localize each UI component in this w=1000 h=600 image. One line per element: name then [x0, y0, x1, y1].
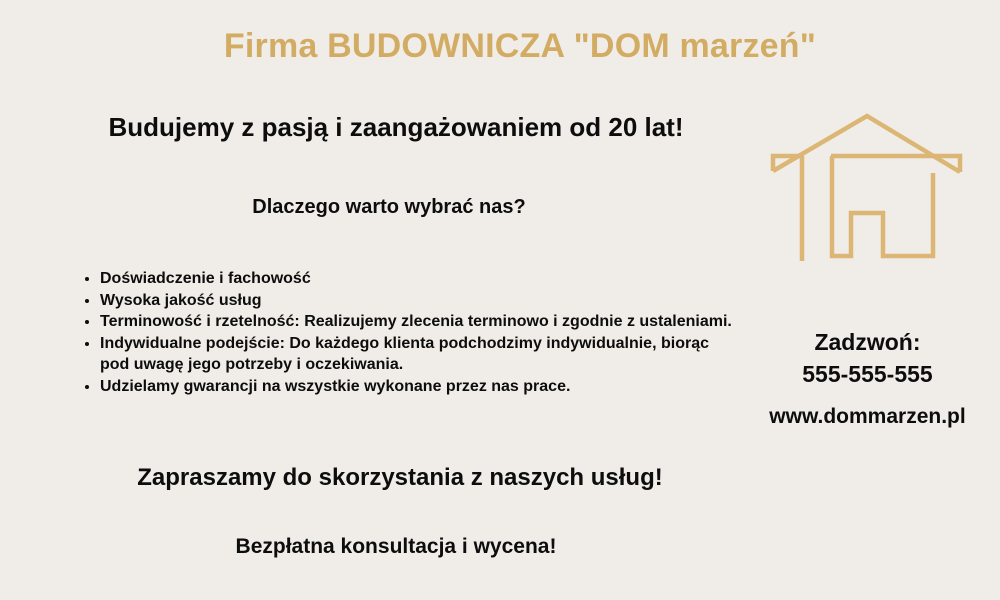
- contact-block: [745, 329, 990, 429]
- list-item: • Doświadczenie i fachowość: [100, 268, 736, 290]
- section-heading: Dlaczego warto wybrać nas?: [252, 196, 526, 218]
- phone-number: 555-555-555: [802, 361, 933, 387]
- list-item: • Wysoka jakość usług: [100, 290, 736, 312]
- website-url: www.dommarzen.pl: [769, 405, 966, 428]
- house-outline-icon: [755, 105, 965, 275]
- list-item: • Udzielamy gwarancji na wszystkie wykonane przez nas prace.: [100, 376, 736, 398]
- headline: Budujemy z pasją i zaangażowaniem od 20 lat!: [108, 112, 684, 142]
- call-label: Zadzwoń:: [814, 329, 921, 355]
- list-item: • Indywidualne podejście: Do każdego klienta podchodzimy indywidualnie, biorąc pod uwagę jego potrzeby i oczekiwania.: [100, 333, 736, 376]
- footer-note: Bezpłatna konsultacja i wycena!: [235, 535, 557, 558]
- benefits-list: [80, 268, 736, 397]
- company-title: Firma BUDOWNICZA "DOM marzeń": [223, 27, 817, 65]
- cta-text: Zapraszamy do skorzystania z naszych usług!: [137, 464, 663, 491]
- list-item: • Terminowość i rzetelność: Realizujemy zlecenia terminowo i zgodnie z ustaleniami.: [100, 311, 736, 333]
